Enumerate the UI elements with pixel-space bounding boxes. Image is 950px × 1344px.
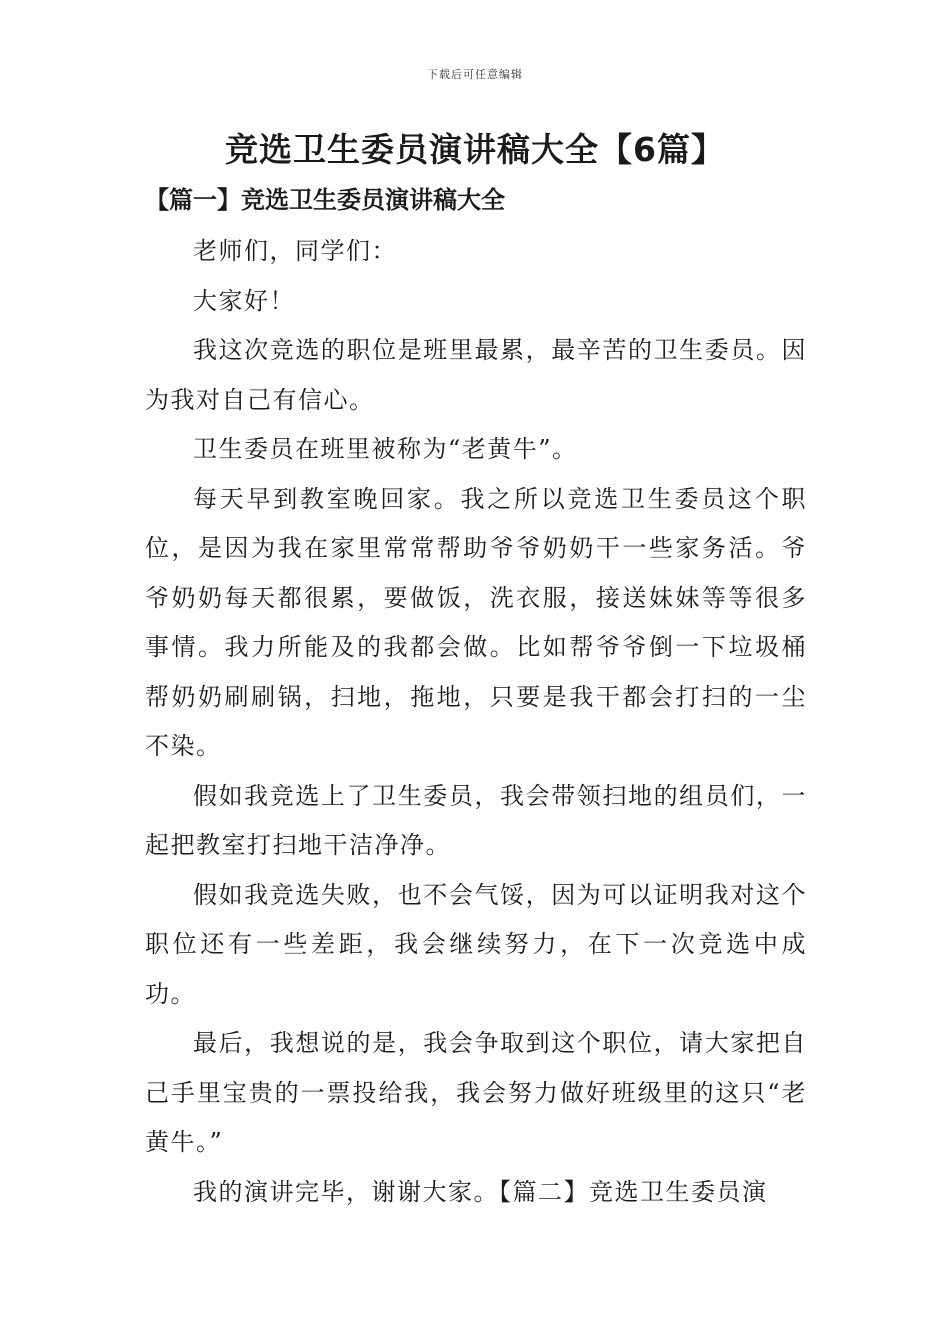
paragraph: 假如我竞选上了卫生委员，我会带领扫地的组员们，一起把教室打扫地干洁净净。 [145,781,807,859]
paragraph-hello: 大家好！ [193,286,295,315]
paragraph-greeting: 老师们，同学们： [193,237,397,265]
paragraph: 假如我竞选失败，也不会气馁，因为可以证明我对这个职位还有一些差距，我会继续努力，在下一次竞选中成功。 [145,880,807,1008]
section-heading: 【篇一】竞选卫生委员演讲稿大全 [145,185,505,214]
document-title: 竞选卫生委员演讲稿大全【6篇】 [225,130,725,169]
header-note: 下载后可任意编辑 [427,68,523,81]
paragraph: 卫生委员在班里被称为“老黄牛”。 [193,435,578,463]
paragraph: 每天早到教室晚回家。我之所以竞选卫生委员这个职位，是因为我在家里常常帮助爷爷奶奶干一些家务活。爷爷奶奶每天都很累，要做饭，洗衣服，接送妹妹等等很多事情。我力所能及的我都会做。比如帮爷爷倒一下垃圾桶帮奶奶刷刷锅，扫地，拖地，只要是我干都会打扫的一尘不染。 [145,484,807,760]
paragraph: 我这次竞选的职位是班里最累，最辛苦的卫生委员。因为我对自己有信心。 [145,336,807,414]
body-text [145,227,807,1217]
paragraph: 最后，我想说的是，我会争取到这个职位，请大家把自己手里宝贵的一票投给我，我会努力做好班级里的这只“老黄牛。” [145,1029,807,1156]
paragraph-closing: 我的演讲完毕，谢谢大家。【篇二】竞选卫生委员演 [193,1177,768,1206]
